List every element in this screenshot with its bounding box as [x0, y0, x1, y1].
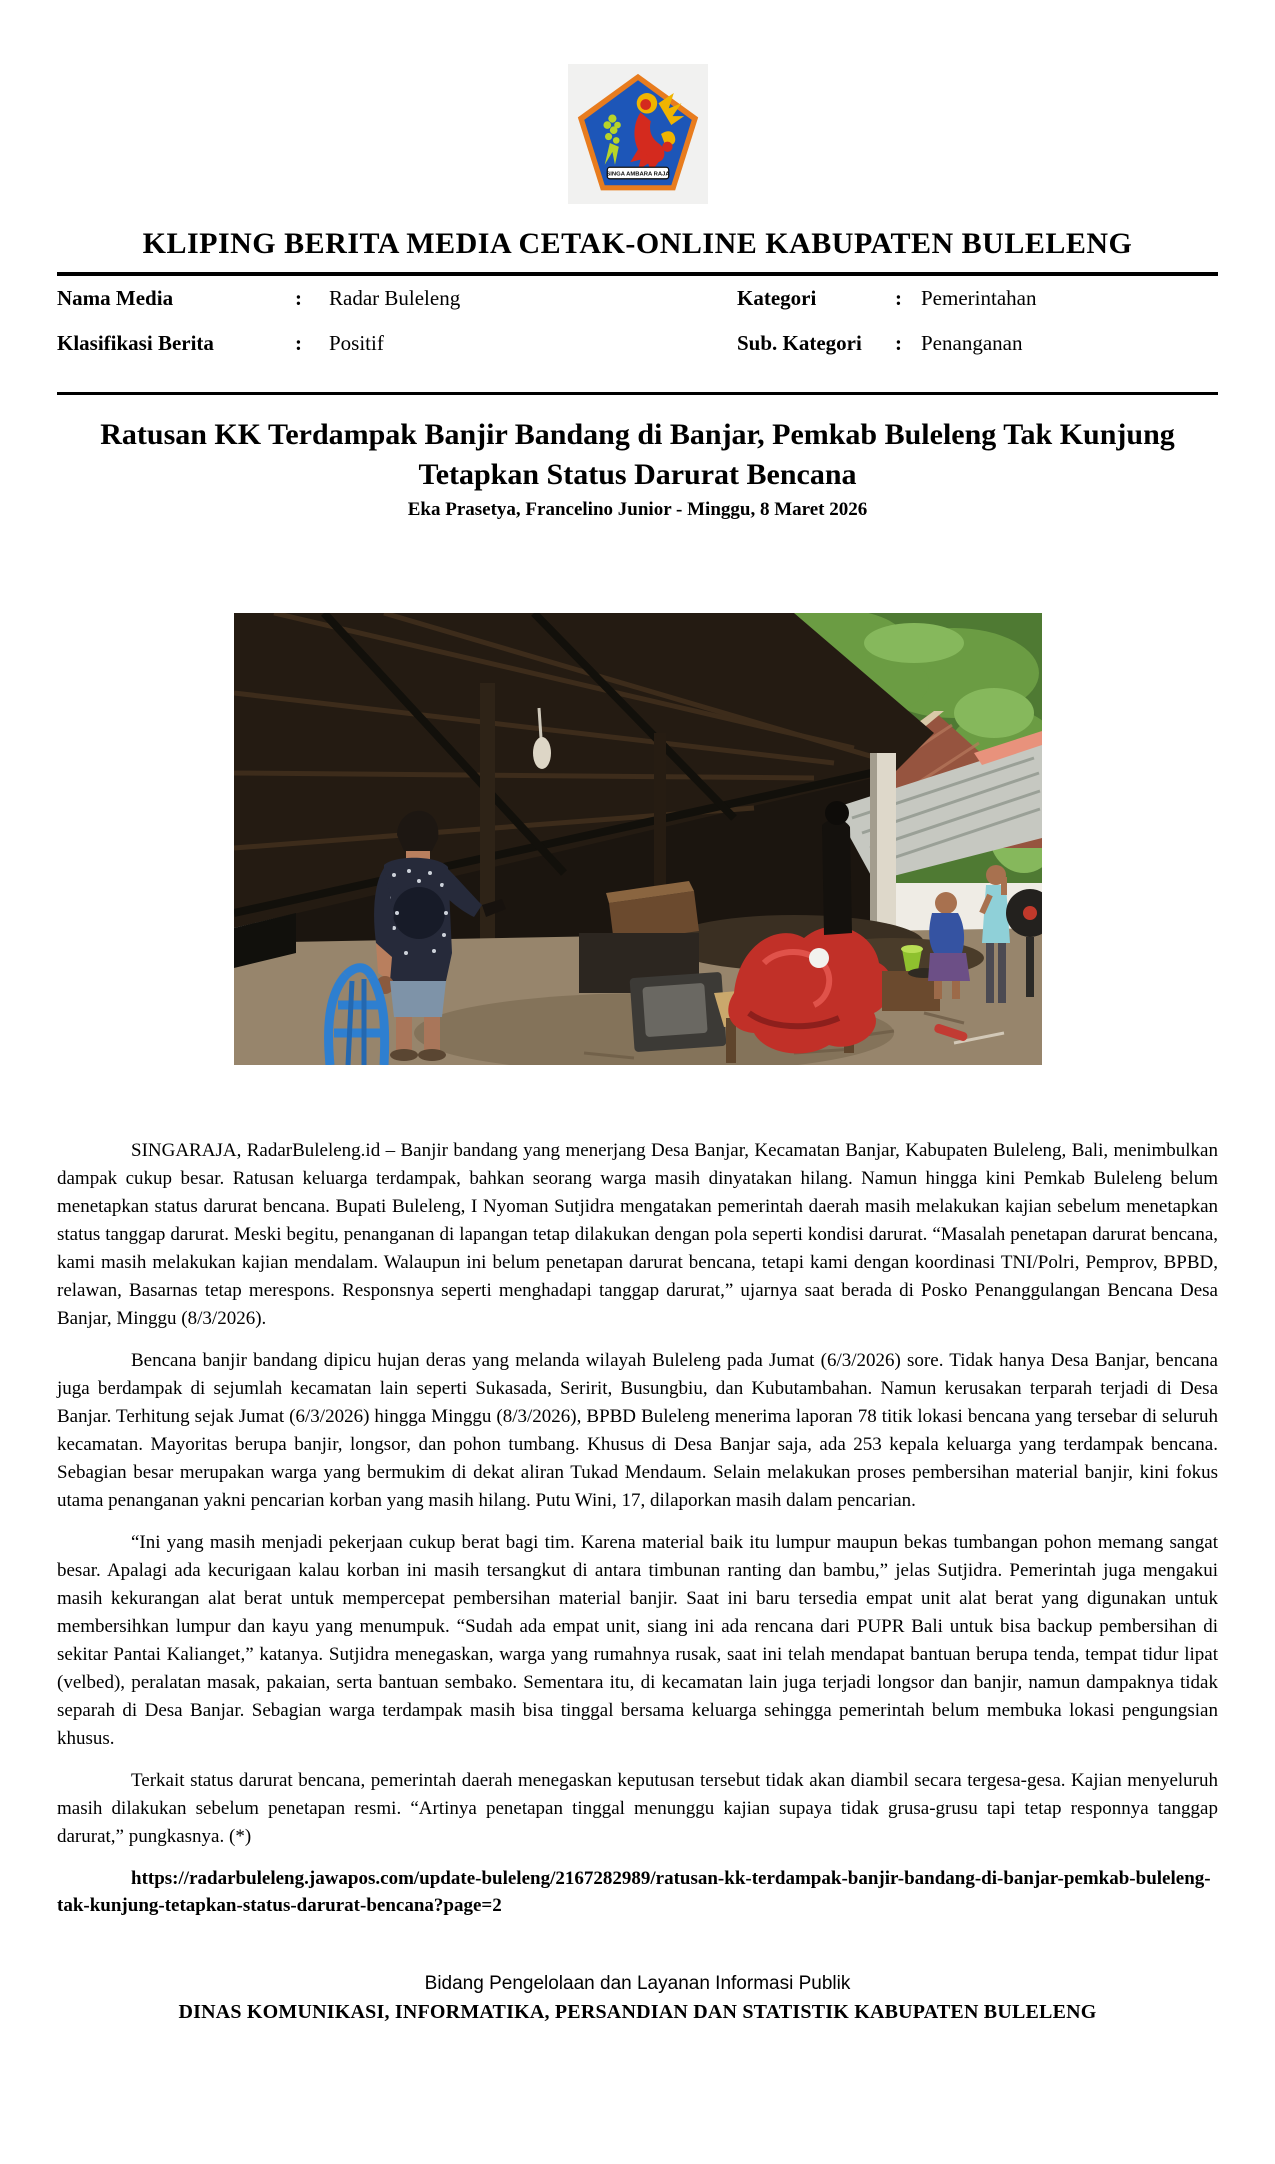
buleleng-logo	[568, 64, 708, 204]
meta-colon: :	[295, 331, 302, 355]
footer-division: Bidang Pengelolaan dan Layanan Informasi Publik	[424, 1972, 851, 1994]
logo-banner-text: SINGA AMBARA RAJA	[605, 171, 670, 178]
paragraph-2: Bencana banjir bandang dipicu hujan deras yang melanda wilayah Buleleng pada Jumat (6/3/2026) sore. Tidak hanya Desa Banjar, bencana juga berdampak di sejumlah kecamatan lain seperti Sukasada, Seririt, Busungbiu, dan Kubutambahan. Namun kerusakan terparah terjadi di Desa Banjar. Terhitung sejak Jumat (6/3/2026) hingga Minggu (8/3/2026), BPBD Buleleng menerima laporan 78 titik lokasi bencana yang tersebar di seluruh kecamatan. Mayoritas berupa banjir, longsor, dan pohon tumbang. Khusus di Desa Banjar saja, ada 253 kepala keluarga yang terdampak bencana. Sebagian besar merupakan warga yang bermukim di dekat aliran Tukad Mendaum. Selain melakukan proses pembersihan material banjir, kini fokus utama penanganan yakni pencarian korban yang masih hilang. Putu Wini, 17, dilaporkan masih dalam pencarian.	[57, 1349, 1218, 1511]
meta-row-1	[57, 286, 1218, 331]
article-body	[57, 1137, 1218, 1919]
meta-label-kategori: Kategori	[737, 286, 817, 310]
meta-value-kategori: Pemerintahan	[921, 286, 1037, 310]
paragraph-1: SINGARAJA, RadarBuleleng.id – Banjir bandang yang menerjang Desa Banjar, Kecamatan Banjar, Kabupaten Buleleng, Bali, menimbulkan dampak cukup besar. Ratusan keluarga terdampak, bahkan seorang warga masih dinyatakan hilang. Namun hingga kini Pemkab Buleleng belum menetapkan status darurat bencana. Bupati Buleleng, I Nyoman Sutjidra mengatakan pemerintah daerah masih melakukan kajian sebelum menetapkan status tanggap darurat. Meski begitu, penanganan di lapangan tetap dilakukan dengan pola seperti kondisi darurat. “Masalah penetapan darurat bencana, kami masih melakukan kajian mendalam. Walaupun ini belum penetapan darurat bencana, tetapi kami dengan koordinasi TNI/Polri, Pemprov, BPBD, relawan, Basarnas tetap merespons. Responsnya seperti menghadapi tanggap darurat,” ujarnya saat berada di Posko Penanggulangan Bencana Desa Banjar, Minggu (8/3/2026).	[57, 1139, 1218, 1329]
meta-label-klasifikasi: Klasifikasi Berita	[57, 331, 214, 355]
article-title: Ratusan KK Terdampak Banjir Bandang di Banjar, Pemkab Buleleng Tak Kunjung Tetapkan Status Darurat Bencana	[100, 418, 1175, 491]
meta-colon: :	[895, 286, 902, 310]
page-footer	[57, 1973, 1218, 2024]
meta-label-sub-kategori: Sub. Kategori	[737, 331, 862, 355]
meta-value-klasifikasi: Positif	[329, 331, 384, 355]
article-photo	[234, 613, 1042, 1065]
article-byline: Eka Prasetya, Francelino Junior - Minggu, 8 Maret 2026	[407, 498, 868, 520]
meta-colon: :	[895, 331, 902, 355]
article-source-url: https://radarbuleleng.jawapos.com/update-buleleng/2167282989/ratusan-kk-terdampak-banjir-bandang-di-banjar-pemkab-buleleng-tak-kunjung-tetapkan-status-darurat-bencana?page=2	[57, 1867, 1211, 1916]
paragraph-4: Terkait status darurat bencana, pemerintah daerah menegaskan keputusan tersebut tidak akan diambil secara tergesa-gesa. Kajian menyeluruh masih dilakukan sebelum penetapan resmi. “Artinya penetapan tinggal menunggu kajian supaya tidak grusa-grusu tapi tetap responnya tanggap darurat,” pungkasnya. (*)	[57, 1769, 1218, 1847]
kliping-page	[57, 64, 1218, 2024]
footer-agency: DINAS KOMUNIKASI, INFORMATIKA, PERSANDIAN DAN STATISTIK KABUPATEN BULELENG	[178, 2000, 1097, 2023]
page-title: KLIPING BERITA MEDIA CETAK-ONLINE KABUPATEN BULELENG	[142, 227, 1133, 260]
meta-row-2	[57, 331, 1218, 376]
buleleng-crest-icon	[574, 70, 702, 198]
meta-value-sub-kategori: Penanganan	[921, 331, 1023, 355]
header-rule-bottom	[57, 392, 1218, 395]
meta-value-nama-media: Radar Buleleng	[329, 286, 461, 310]
paragraph-3: “Ini yang masih menjadi pekerjaan cukup berat bagi tim. Karena material baik itu lumpur maupun bekas tumbangan pohon memang sangat besar. Apalagi ada kecurigaan kalau korban ini masih tersangkut di antara timbunan ranting dan bambu,” jelas Sutjidra. Pemerintah juga mengakui masih kekurangan alat berat untuk mempercepat pembersihan material banjir. Saat ini baru tersedia empat unit alat berat yang digunakan untuk membersihkan lumpur dan kayu yang menumpuk. “Sudah ada empat unit, siang ini ada rencana dari PUPR Bali untuk bisa backup pembersihan di sekitar Pantai Kalianget,” katanya. Sutjidra menegaskan, warga yang rumahnya rusak, saat ini telah mendapat bantuan berupa tenda, tempat tidur lipat (velbed), peralatan masak, pakaian, serta bantuan sembako. Sementara itu, di kecamatan lain juga terjadi longsor dan banjir, namun dampaknya tidak separah di Desa Banjar. Sebagian warga terdampak masih bisa tinggal bersama keluarga sehingga pemerintah belum membuka lokasi pengungsian khusus.	[57, 1531, 1218, 1749]
meta-table	[57, 276, 1218, 386]
meta-colon: :	[295, 286, 302, 310]
meta-label-nama-media: Nama Media	[57, 286, 174, 310]
